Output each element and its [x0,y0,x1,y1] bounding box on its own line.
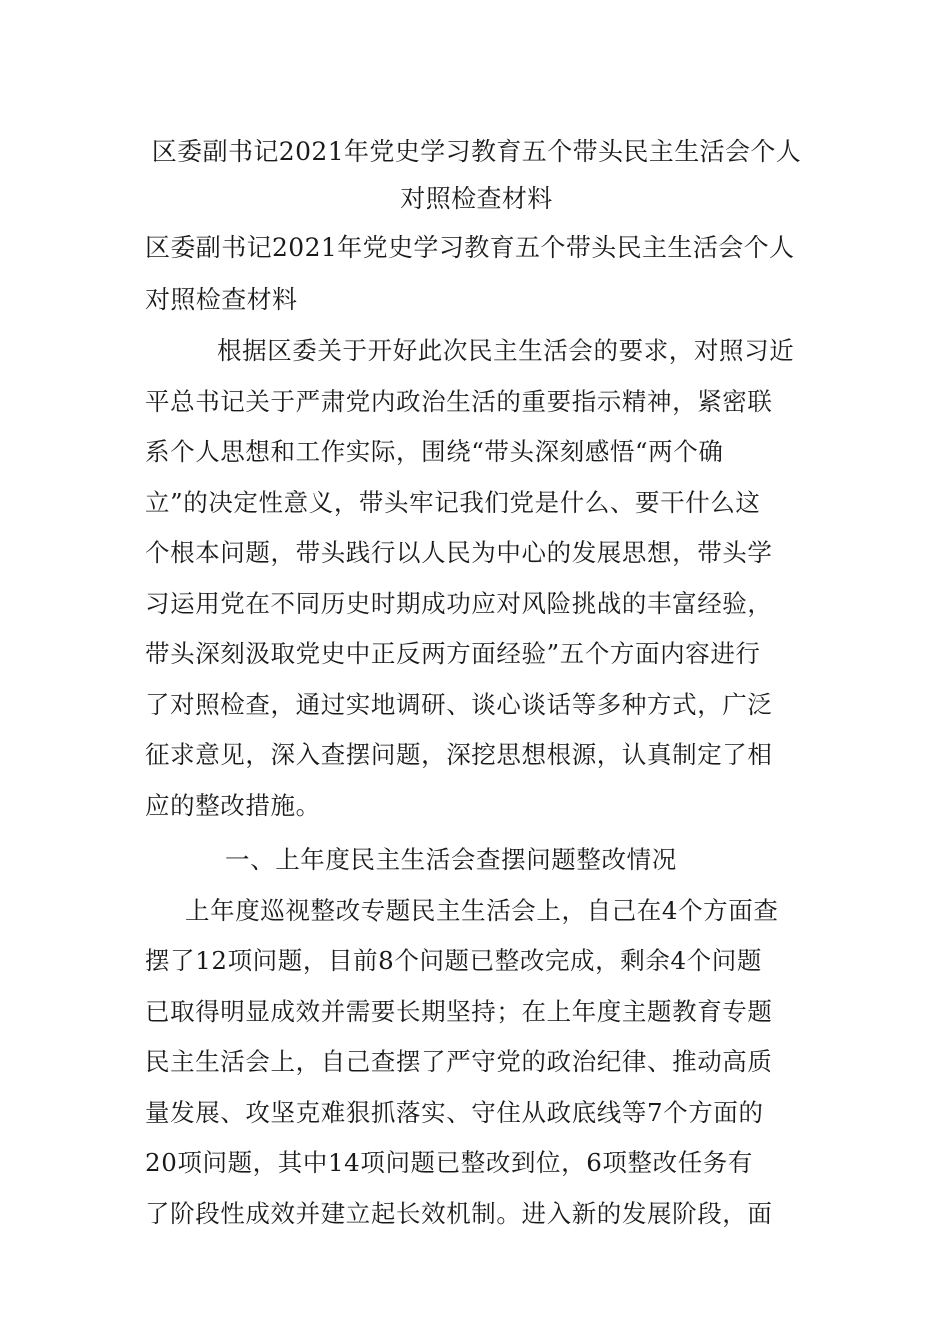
title-line: 对照检查材料 [400,184,553,213]
text-line: 上年度巡视整改专题民主生活会上，自己在4个方面查 [185,895,779,925]
text-line: 摆了12项问题，目前8个问题已整改完成，剩余4个问题 [145,946,762,975]
text-line: 了阶段性成效并建立起长效机制。进入新的发展阶段，面 [145,1198,773,1228]
text-line: 20项问题，其中14项问题已整改到位，6项整改任务有 [145,1148,754,1177]
text-line: 根据区委关于开好此次民主生活会的要求，对照习近 [217,336,795,365]
text-line: 立”的决定性意义，带头牢记我们党是什么、要干什么这 [145,487,761,517]
title-line: 区委副书记2021年党史学习教育五个带头民主生活会个人 [151,137,802,166]
document-title [145,128,808,222]
text-line: 了对照检查，通过实地调研、谈心谈话等多种方式，广泛 [145,689,773,719]
text-line: 量发展、攻坚克难狠抓落实、守住从政底线等7个方面的 [145,1097,764,1127]
text-line: 带头深刻汲取党史中正反两方面经验”五个方面内容进行 [145,639,761,668]
text-line: 系个人思想和工作实际，围绕“带头深刻感悟“两个确 [145,437,724,466]
intro-paragraph [145,326,808,831]
text-line: 已取得明显成效并需要长期坚持；在上年度主题教育专题 [145,996,773,1026]
section-paragraph [145,886,808,1240]
text-line: 征求意见，深入查摆问题，深挖思想根源，认真制定了相 [145,740,773,769]
section-heading: 一、上年度民主生活会查摆问题整改情况 [225,845,677,874]
repeated-title [145,222,808,326]
text-line: 个根本问题，带头践行以人民为中心的发展思想，带头学 [145,538,773,567]
text-line: 平总书记关于严肃党内政治生活的重要指示精神，紧密联 [145,386,773,416]
text-line: 应的整改措施。 [145,790,321,820]
text-line: 习运用党在不同历史时期成功应对风险挑战的丰富经验， [145,588,773,618]
text-line: 民主生活会上，自己查摆了严守党的政治纪律、推动高质 [145,1047,773,1076]
repeated-title-line: 区委副书记2021年党史学习教育五个带头民主生活会个人 [145,233,795,262]
repeated-title-line: 对照检查材料 [145,285,298,314]
